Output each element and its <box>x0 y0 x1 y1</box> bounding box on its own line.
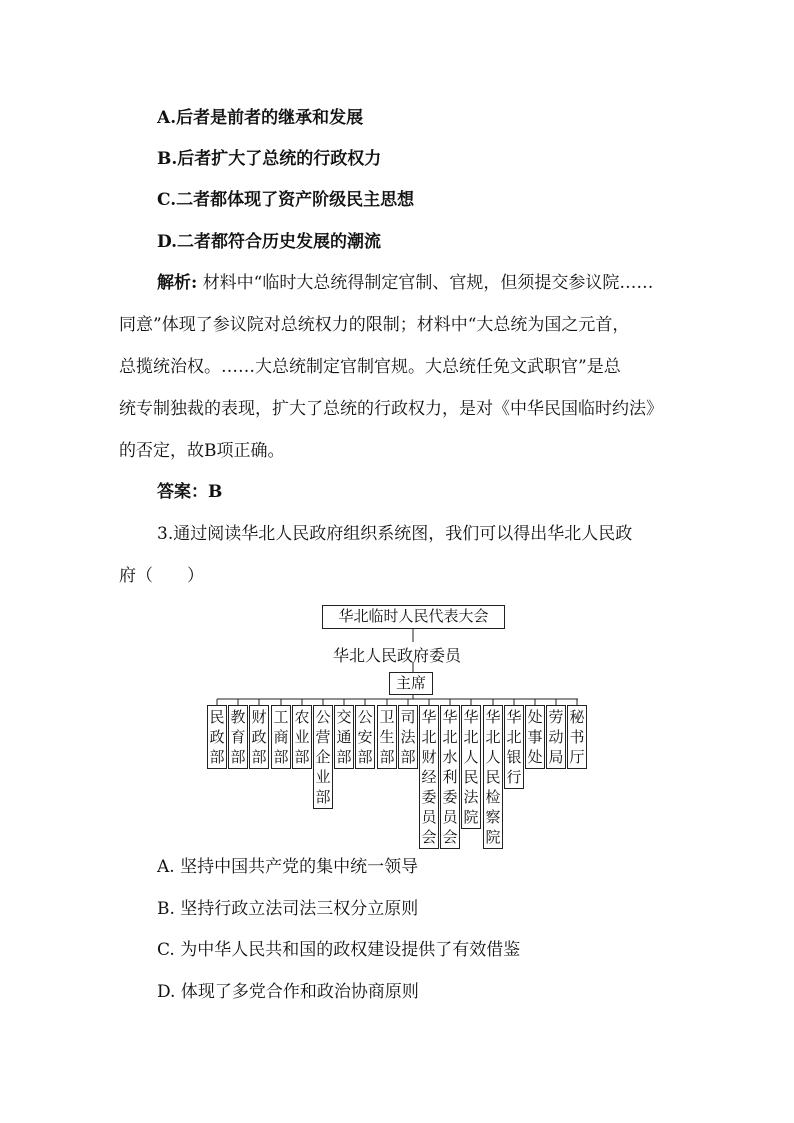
department-box: 华北财经委员会 <box>419 705 439 849</box>
question-3-line-1: 3.通过阅读华北人民政府组织系统图，我们可以得出华北人民政 <box>157 524 633 544</box>
chart-top-box: 华北临时人民代表大会 <box>322 605 505 629</box>
department-box: 处事处 <box>525 705 545 769</box>
department-box: 财政部 <box>249 705 269 769</box>
option-a-prev: A.后者是前者的继承和发展 <box>157 108 364 128</box>
department-box: 劳动局 <box>546 705 566 769</box>
option-c-q3: C. 为中华人民共和国的政权建设提供了有效借鉴 <box>157 940 521 960</box>
option-b-q3: B. 坚持行政立法司法三权分立原则 <box>157 899 419 919</box>
answer-label: 答案： <box>157 482 208 502</box>
analysis-text-1: 材料中“临时大总统得制定官制、官规，但须提交参议院…… <box>202 273 654 293</box>
answer-value: B <box>208 482 223 502</box>
department-box: 工商部 <box>271 705 291 769</box>
option-b-prev: B.后者扩大了总统的行政权力 <box>157 149 382 169</box>
department-box: 华北银行 <box>504 705 524 789</box>
department-box: 交通部 <box>334 705 354 769</box>
department-box: 华北人民法院 <box>461 705 481 829</box>
chart-committee: 华北人民政府委员 <box>333 646 462 665</box>
analysis-line-3: 总揽统治权。……大总统制定官制官规。大总统任免文武职官”是总 <box>119 357 621 377</box>
analysis-label: 解析: <box>157 273 198 293</box>
department-box: 民政部 <box>207 705 227 769</box>
analysis-line-2: 同意”体现了参议院对总统权力的限制；材料中“大总统为国之元首， <box>119 315 630 335</box>
department-box: 秘书厅 <box>567 705 587 769</box>
department-box: 华北水利委员会 <box>440 705 460 849</box>
department-box: 卫生部 <box>377 705 397 769</box>
option-c-prev: C.二者都体现了资产阶级民主思想 <box>157 190 415 210</box>
department-box: 华北人民检察院 <box>483 705 503 849</box>
option-a-q3: A. 坚持中国共产党的集中统一领导 <box>157 857 419 877</box>
department-box: 司法部 <box>398 705 418 769</box>
analysis-line-5: 的否定，故B项正确。 <box>119 441 285 461</box>
chart-chair-box: 主席 <box>389 672 433 695</box>
option-d-prev: D.二者都符合历史发展的潮流 <box>157 232 382 252</box>
department-box: 公营企业部 <box>313 705 333 809</box>
department-box: 农业部 <box>292 705 312 769</box>
option-d-q3: D. 体现了多党合作和政治协商原则 <box>157 982 419 1002</box>
department-box: 教育部 <box>228 705 248 769</box>
question-3-line-2: 府（ ） <box>119 566 204 586</box>
department-box: 公安部 <box>355 705 375 769</box>
analysis-line-4: 统专制独裁的表现，扩大了总统的行政权力，是对《中华民国临时约法》 <box>119 399 663 419</box>
